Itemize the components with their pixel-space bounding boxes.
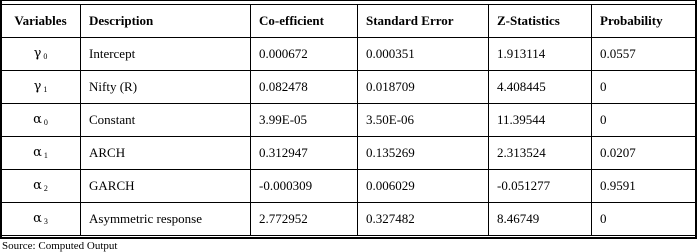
description-cell: Constant — [81, 104, 251, 137]
regression-results-table — [0, 4, 696, 236]
std-error-cell: 0.000351 — [358, 38, 489, 71]
table-row — [1, 203, 696, 236]
std-error-cell: 0.006029 — [358, 170, 489, 203]
variable-subscript: 1 — [43, 85, 48, 94]
header-z-statistics: Z-Statistics — [489, 5, 592, 38]
header-standard-error: Standard Error — [358, 5, 489, 38]
std-error-cell: 0.018709 — [358, 71, 489, 104]
probability-cell: 0.9591 — [592, 170, 696, 203]
coefficient-cell: -0.000309 — [251, 170, 358, 203]
variable-symbol: α — [33, 178, 42, 193]
z-stat-cell: 4.408445 — [489, 71, 592, 104]
table-row — [1, 104, 696, 137]
z-stat-cell: 8.46749 — [489, 203, 592, 236]
variable-cell — [1, 38, 81, 71]
header-probability: Probability — [592, 5, 696, 38]
description-cell: ARCH — [81, 137, 251, 170]
variable-symbol: α — [33, 211, 42, 226]
header-coefficient: Co-efficient — [251, 5, 358, 38]
probability-cell: 0 — [592, 71, 696, 104]
variable-cell — [1, 137, 81, 170]
description-cell: Intercept — [81, 38, 251, 71]
coefficient-cell: 0.312947 — [251, 137, 358, 170]
coefficient-cell: 3.99E-05 — [251, 104, 358, 137]
probability-cell: 0 — [592, 203, 696, 236]
variable-cell — [1, 170, 81, 203]
std-error-cell: 3.50E-06 — [358, 104, 489, 137]
z-stat-cell: -0.051277 — [489, 170, 592, 203]
variable-symbol: α — [33, 145, 42, 160]
variable-symbol: α — [33, 112, 42, 127]
table-row — [1, 71, 696, 104]
variable-cell — [1, 104, 81, 137]
variable-subscript: 0 — [43, 118, 48, 127]
variable-cell — [1, 71, 81, 104]
coefficient-cell: 0.082478 — [251, 71, 358, 104]
z-stat-cell: 1.913114 — [489, 38, 592, 71]
header-variables: Variables — [1, 5, 81, 38]
description-cell: Nifty (R) — [81, 71, 251, 104]
std-error-cell: 0.327482 — [358, 203, 489, 236]
source-note: Source: Computed Output — [2, 240, 118, 252]
z-stat-cell: 11.39544 — [489, 104, 592, 137]
coefficient-cell: 2.772952 — [251, 203, 358, 236]
table-row — [1, 170, 696, 203]
variable-cell — [1, 203, 81, 236]
header-row — [1, 5, 696, 38]
description-cell: Asymmetric response — [81, 203, 251, 236]
probability-cell: 0 — [592, 104, 696, 137]
variable-subscript: 1 — [43, 151, 48, 160]
coefficient-cell: 0.000672 — [251, 38, 358, 71]
probability-cell: 0.0207 — [592, 137, 696, 170]
variable-subscript: 0 — [43, 52, 48, 61]
variable-symbol: γ — [33, 46, 42, 61]
variable-symbol: γ — [33, 79, 42, 94]
variable-subscript: 2 — [43, 184, 48, 193]
table-row — [1, 137, 696, 170]
variable-subscript: 3 — [43, 217, 48, 226]
table-row — [1, 38, 696, 71]
header-description: Description — [81, 5, 251, 38]
probability-cell: 0.0557 — [592, 38, 696, 71]
std-error-cell: 0.135269 — [358, 137, 489, 170]
description-cell: GARCH — [81, 170, 251, 203]
z-stat-cell: 2.313524 — [489, 137, 592, 170]
